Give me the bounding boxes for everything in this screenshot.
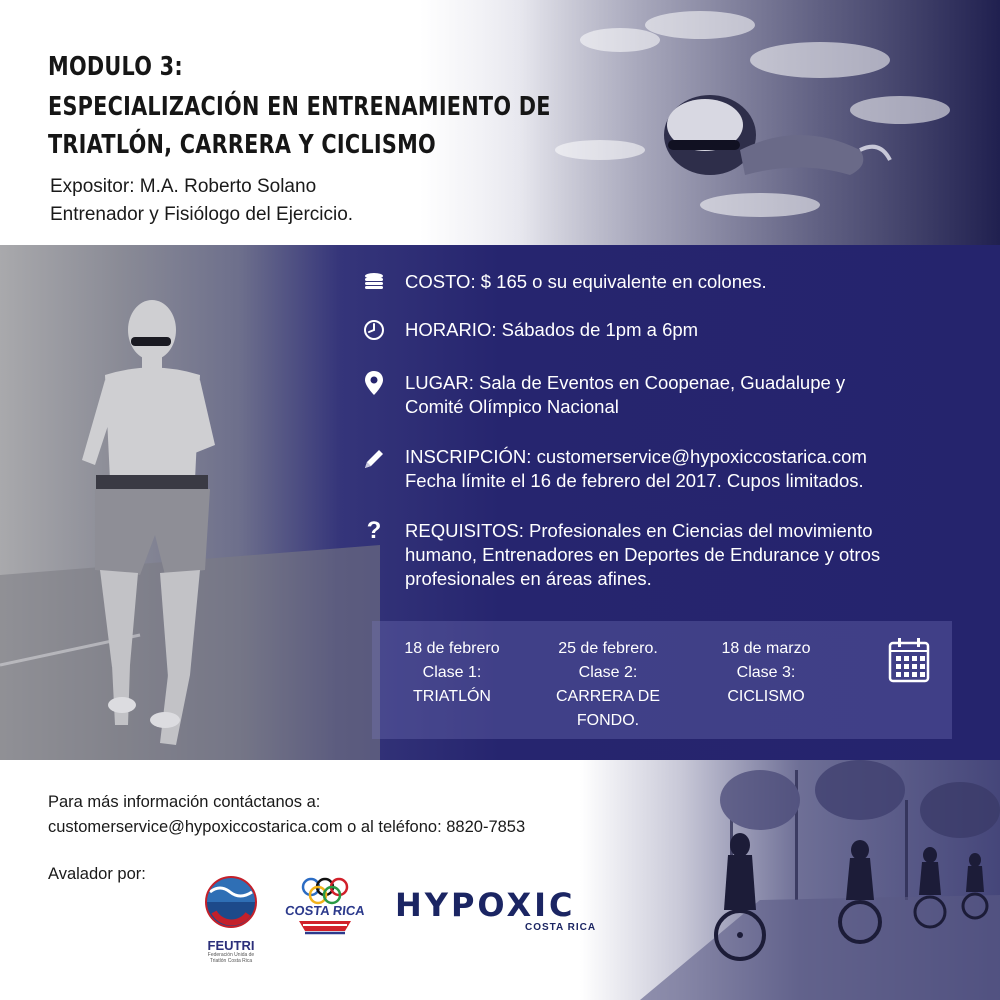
hypoxic-wordmark: HYPOXIC	[395, 886, 576, 924]
class-date: 18 de marzo	[721, 640, 811, 657]
detail-hours-text	[405, 318, 975, 342]
hypoxic-logo	[395, 882, 610, 942]
question-mark-icon: ?	[366, 517, 382, 544]
clock-icon	[360, 316, 388, 344]
class-schedule	[372, 621, 952, 739]
endorsed-by-label: Avalador por:	[48, 865, 146, 883]
speaker-role: Entrenador y Fisiólogo del Ejercicio.	[50, 204, 354, 225]
class-date: 25 de febrero.	[558, 640, 658, 657]
class-topic: CARRERA DE	[555, 688, 661, 705]
class-number: Clase 3:	[736, 664, 796, 681]
detail-line: COSTO: $ 165 o su equivalente en colones.	[405, 271, 767, 292]
class-topic: CICLISMO	[727, 688, 805, 705]
footer	[0, 760, 1000, 1000]
contact-intro: Para más información contáctanos a:	[48, 793, 321, 811]
detail-line: INSCRIPCIÓN: customerservice@hypoxiccostarica.com	[405, 446, 867, 467]
class-2	[528, 637, 688, 733]
detail-line: Comité Olímpico Nacional	[405, 396, 619, 417]
title-line-3: TRIATLÓN, CARRERA Y CICLISMO	[48, 130, 436, 160]
runner-photo	[0, 245, 380, 760]
coins-icon	[360, 268, 388, 296]
detail-line: Fecha límite el 16 de febrero del 2017. Cupos limitados.	[405, 470, 864, 491]
detail-registration-text	[405, 445, 975, 493]
class-topic: TRIATLÓN	[413, 688, 491, 705]
detail-requirements-text	[405, 519, 975, 591]
pencil-icon	[360, 445, 388, 473]
title-line-1: MODULO 3:	[48, 52, 183, 82]
costa-rica-name: COSTA RICA	[284, 903, 366, 918]
class-1	[372, 637, 532, 709]
detail-line: HORARIO: Sábados de 1pm a 6pm	[405, 319, 699, 340]
detail-cost-text	[405, 270, 975, 294]
contact-details: customerservice@hypoxiccostarica.com o al teléfono: 8820-7853	[48, 818, 526, 836]
location-pin-icon	[360, 369, 388, 397]
class-number: Clase 1:	[422, 664, 482, 681]
class-number: Clase 2:	[578, 664, 638, 681]
detail-line: profesionales en áreas afines.	[405, 568, 652, 589]
detail-line: REQUISITOS: Profesionales en Ciencias del movimiento	[405, 520, 873, 541]
info-panel	[0, 245, 1000, 760]
detail-line: humano, Entrenadores en Deportes de Endurance y otros	[405, 544, 881, 565]
class-date: 18 de febrero	[404, 640, 500, 657]
feutri-name: FEUTRI	[207, 938, 255, 953]
detail-location-text	[405, 371, 975, 419]
title-line-2: ESPECIALIZACIÓN EN ENTRENAMIENTO DE	[48, 92, 551, 122]
feutri-subtitle: Federación Unida de Triatlón Costa Rica	[207, 952, 255, 964]
class-topic: FONDO.	[576, 712, 640, 729]
speaker-name: Expositor: M.A. Roberto Solano	[50, 176, 317, 197]
class-3	[686, 637, 846, 709]
hypoxic-subtitle: COSTA RICA	[525, 922, 597, 933]
header	[0, 0, 1000, 245]
calendar-icon	[888, 637, 930, 683]
detail-line: LUGAR: Sala de Eventos en Coopenae, Guadalupe y	[405, 372, 846, 393]
